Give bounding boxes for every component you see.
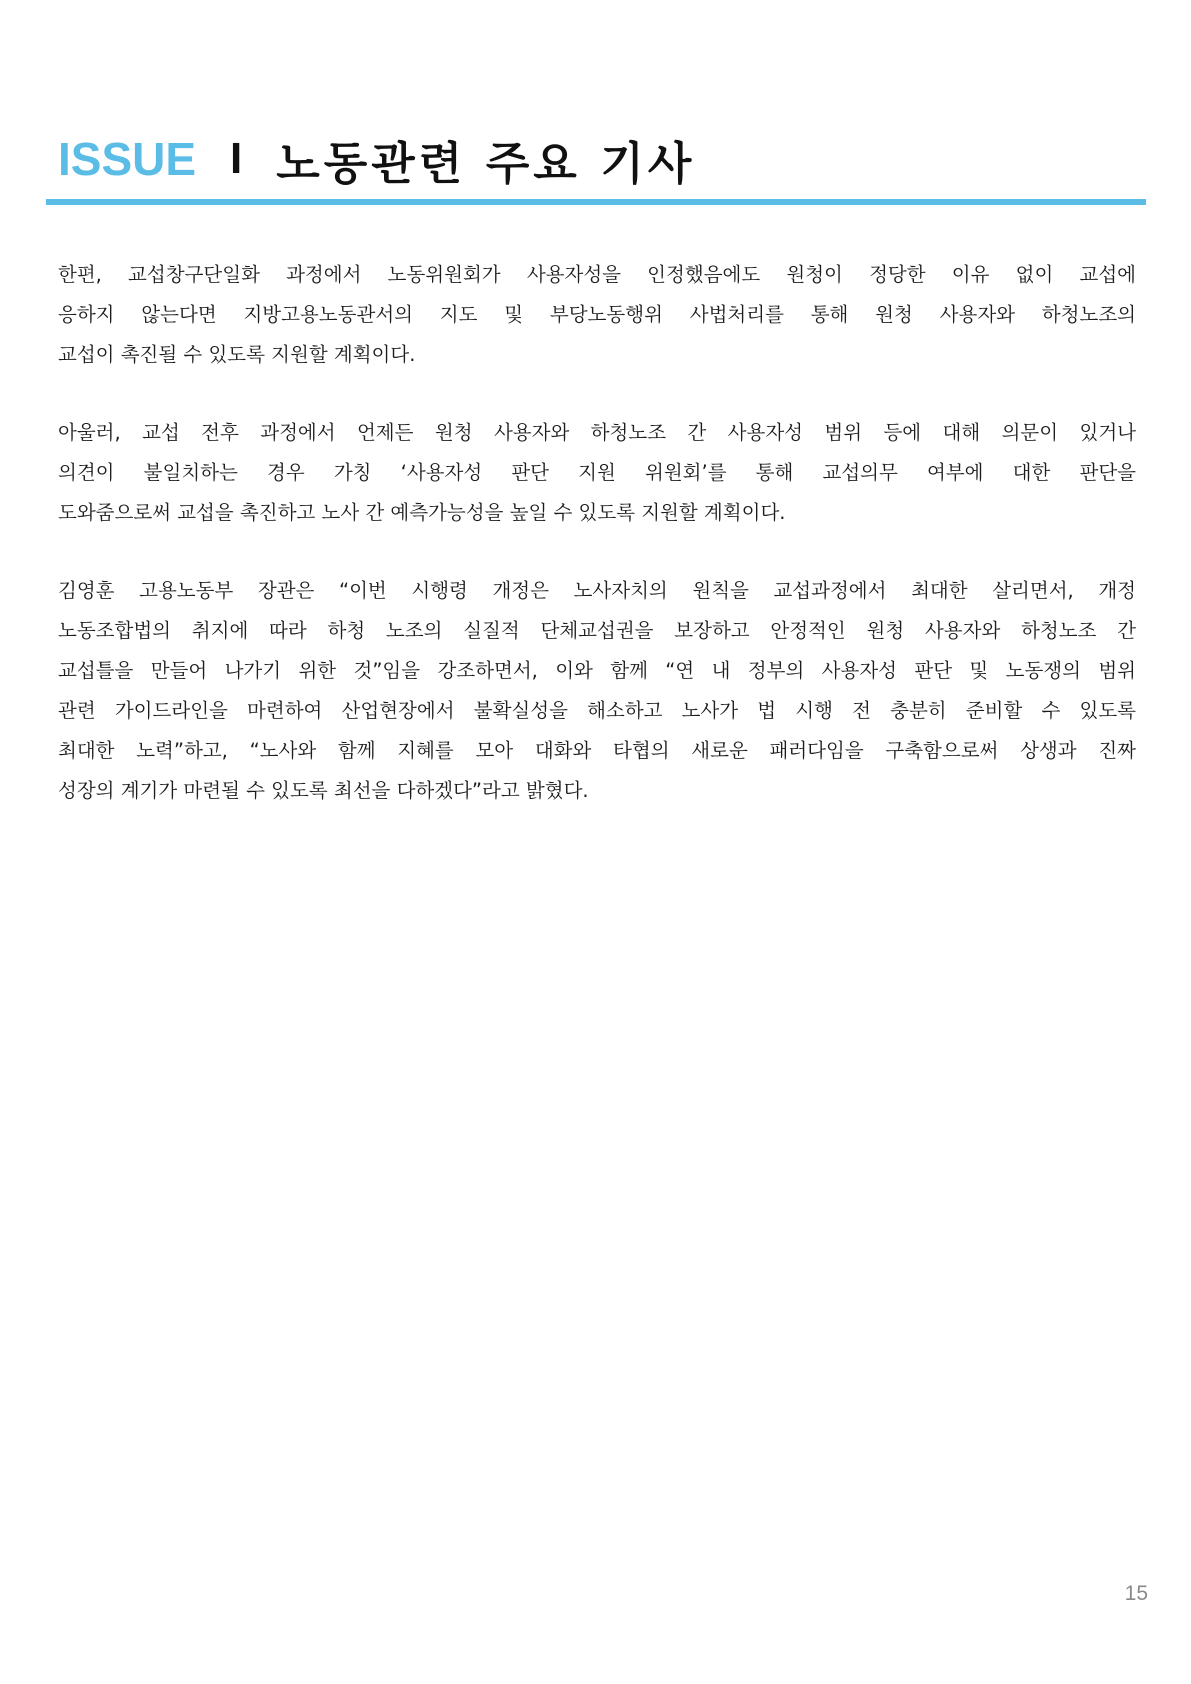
paragraph-line: 아울러, 교섭 전후 과정에서 언제든 원청 사용자와 하청노조 간 사용자성 범위 등에 대해 의문이 있거나 bbox=[58, 421, 1136, 444]
header-rule bbox=[46, 199, 1146, 205]
paragraph-line: 교섭틀을 만들어 나가기 위한 것”임을 강조하면서, 이와 함께 “연 내 정부의 사용자성 판단 및 노동쟁의 범위 bbox=[58, 659, 1136, 682]
paragraph-line: 응하지 않는다면 지방고용노동관서의 지도 및 부당노동행위 사법처리를 통해 원청 사용자와 하청노조의 bbox=[58, 303, 1136, 326]
paragraph-line: 성장의 계기가 마련될 수 있도록 최선을 다하겠다”라고 밝혔다. bbox=[58, 779, 589, 802]
paragraph-line: 최대한 노력”하고, “노사와 함께 지혜를 모아 대화와 타협의 새로운 패러다임을 구축함으로써 상생과 진짜 bbox=[58, 739, 1136, 762]
paragraph-line: 김영훈 고용노동부 장관은 “이번 시행령 개정은 노사자치의 원칙을 교섭과정에서 최대한 살리면서, 개정 bbox=[58, 579, 1136, 602]
article-body bbox=[58, 255, 1136, 849]
paragraph-line: 한편, 교섭창구단일화 과정에서 노동위원회가 사용자성을 인정했음에도 원청이 정당한 이유 없이 교섭에 bbox=[58, 263, 1136, 286]
paragraph-line: 노동조합법의 취지에 따라 하청 노조의 실질적 단체교섭권을 보장하고 안정적인 원청 사용자와 하청노조 간 bbox=[58, 619, 1136, 642]
paragraph-line: 관련 가이드라인을 마련하여 산업현장에서 불확실성을 해소하고 노사가 법 시행 전 충분히 준비할 수 있도록 bbox=[58, 699, 1136, 722]
header-separator: I bbox=[230, 134, 243, 183]
page-number: 15 bbox=[1124, 1582, 1148, 1605]
page-header bbox=[58, 128, 695, 190]
paragraph-3 bbox=[58, 571, 1136, 811]
page-title: 노동관련 주요 기사 bbox=[276, 136, 696, 190]
paragraph-line: 도와줌으로써 교섭을 촉진하고 노사 간 예측가능성을 높일 수 있도록 지원할 계획이다. bbox=[58, 501, 786, 524]
paragraph-2 bbox=[58, 413, 1136, 533]
issue-label: ISSUE bbox=[58, 133, 197, 185]
paragraph-1 bbox=[58, 255, 1136, 375]
paragraph-line: 교섭이 촉진될 수 있도록 지원할 계획이다. bbox=[58, 343, 416, 366]
paragraph-line: 의견이 불일치하는 경우 가칭 ‘사용자성 판단 지원 위원회’를 통해 교섭의무 여부에 대한 판단을 bbox=[58, 461, 1136, 484]
